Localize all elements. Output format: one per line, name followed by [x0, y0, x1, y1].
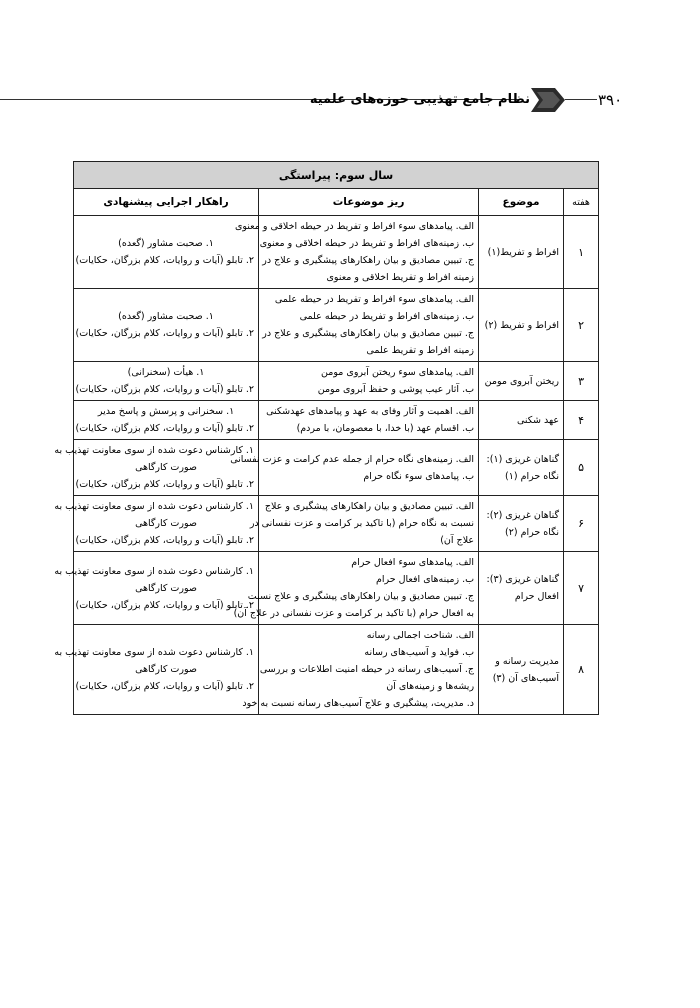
table-row	[74, 401, 599, 440]
week-number: ۶	[564, 496, 599, 552]
solutions-cell	[74, 401, 259, 440]
subtopic-line: زمینه افراط و تفریط علمی	[366, 345, 475, 356]
solution-line: صورت کارگاهی	[135, 664, 197, 675]
subtopics-cell	[249, 496, 479, 552]
column-header-row	[74, 189, 599, 216]
solution-line: ۱. کارشناس دعوت شده از سوی معاونت تهذیب به	[54, 501, 255, 512]
topic-cell	[479, 496, 564, 552]
solutions-cell	[54, 496, 259, 552]
topic-cell	[479, 440, 564, 496]
solution-line: ۲. تابلو (آیات و روایات، کلام بزرگان، حکایات)	[75, 681, 255, 692]
solution-line: ۱. صحبت مشاور (گعده)	[118, 238, 214, 249]
subtopics-cell	[234, 216, 479, 289]
subtopic-line: زمینه افراط و تفریط اخلاقی و معنوی	[326, 272, 475, 283]
subtopics-cell	[233, 552, 479, 625]
year-title-row	[74, 162, 599, 189]
subtopic-line: الف. شناخت اجمالی رسانه	[366, 630, 475, 641]
solution-line: صورت کارگاهی	[135, 462, 197, 473]
topic-line: افراط و تفریط(۱)	[487, 246, 560, 258]
solution-line: ۲. تابلو (آیات و روایات، کلام بزرگان، حکایات)	[75, 255, 255, 266]
table-row	[74, 625, 599, 715]
topic-cell	[479, 289, 564, 362]
topic-line: گناهان غریزی (۳):	[486, 574, 560, 585]
subtopics-cell	[242, 625, 479, 715]
solutions-cell	[54, 552, 259, 625]
subtopics-cell	[259, 401, 479, 440]
topic-line: عهد شکنی	[516, 414, 560, 426]
subtopic-line: ریشه‌ها و زمینه‌های آن	[386, 681, 475, 692]
running-header-title: نظام جامع تهذیبی حوزه‌های علمیه	[309, 92, 530, 107]
subtopic-line: علاج آن)	[440, 535, 475, 546]
subtopic-line: الف. زمینه‌های نگاه حرام از جمله عدم کرامت و عزت نفسانی	[230, 453, 475, 465]
subtopic-line: نسبت به نگاه حرام (با تاکید بر کرامت و عزت نفسانی در	[249, 518, 475, 529]
subtopic-line: الف. پیامدهای سوء افراط و تفریط در حیطه اخلاقی و معنوی	[234, 221, 475, 232]
subtopic-line: ب. فواید و آسیب‌های رسانه	[364, 647, 475, 658]
subtopic-line: الف. اهمیت و آثار وفای به عهد و پیامدهای عهدشکنی	[266, 406, 475, 417]
solution-line: صورت کارگاهی	[135, 582, 197, 594]
subtopic-line: به افعال حرام (با تاکید بر کرامت و عزت نفسانی در علاج آن)	[233, 608, 475, 619]
topic-line: گناهان غریزی (۱):	[486, 453, 560, 465]
solution-line: صورت کارگاهی	[135, 518, 197, 529]
solutions-cell	[54, 440, 259, 496]
subtopics-cell	[259, 289, 479, 362]
subtopics-cell	[259, 362, 479, 401]
solution-line: ۲. تابلو (آیات و روایات، کلام بزرگان، حکایات)	[75, 599, 255, 611]
solution-line: ۲. تابلو (آیات و روایات، کلام بزرگان، حکایات)	[75, 479, 255, 490]
week-number: ۷	[564, 552, 599, 625]
topic-cell	[479, 401, 564, 440]
solutions-cell	[74, 362, 259, 401]
table-row	[74, 362, 599, 401]
week-number: ۵	[564, 440, 599, 496]
subtopics-cell	[230, 440, 479, 496]
solution-line: ۱. کارشناس دعوت شده از سوی معاونت تهذیب به	[54, 445, 255, 456]
subtopic-line: ج. تبیین مصادیق و بیان راهکارهای پیشگیری و علاج نسبت	[247, 591, 475, 602]
topic-line: نگاه حرام (۲)	[505, 526, 560, 538]
solutions-cell	[74, 216, 259, 289]
topic-line: ریختن آبروی مومن	[484, 375, 560, 387]
solution-line: ۲. تابلو (آیات و روایات، کلام بزرگان، حکایات)	[75, 423, 255, 434]
table-row	[74, 216, 599, 289]
solution-line: ۲. تابلو (آیات و روایات، کلام بزرگان، حکایات)	[75, 328, 255, 339]
table-body	[54, 216, 599, 715]
solution-line: ۱. کارشناس دعوت شده از سوی معاونت تهذیب به	[54, 647, 255, 658]
subtopic-line: ب. زمینه‌های افراط و تفریط در حیطه اخلاقی و معنوی	[259, 238, 475, 249]
table-row	[74, 496, 599, 552]
column-header-solutions: راهکار اجرایی پیشنهادی	[74, 189, 259, 216]
header-rule-right	[565, 99, 597, 100]
subtopic-line: الف. پیامدهای سوء افراط و تفریط در حیطه علمی	[274, 294, 475, 305]
table-row	[74, 440, 599, 496]
table-row	[74, 289, 599, 362]
subtopic-line: الف. پیامدهای سوء افعال حرام	[351, 557, 475, 568]
week-number: ۱	[564, 216, 599, 289]
subtopic-line: ج. تبیین مصادیق و بیان راهکارهای پیشگیری و علاج در	[262, 255, 475, 266]
week-number: ۴	[564, 401, 599, 440]
topic-cell	[479, 552, 564, 625]
subtopic-line: ب. زمینه‌های افراط و تفریط در حیطه علمی	[299, 311, 475, 322]
solutions-cell	[54, 625, 259, 715]
week-number: ۳	[564, 362, 599, 401]
topic-cell	[479, 625, 564, 715]
column-header-week: هفته	[564, 189, 599, 216]
week-number: ۲	[564, 289, 599, 362]
solution-line: ۲. تابلو (آیات و روایات، کلام بزرگان، حکایات)	[75, 384, 255, 395]
subtopic-line: ب. اقسام عهد (با خدا، با معصومان، با مردم)	[296, 423, 475, 434]
year-title: سال سوم: پیراستگی	[74, 162, 599, 189]
header-ornament-icon	[525, 86, 569, 114]
column-header-subtopics: ریز موضوعات	[259, 189, 479, 216]
subtopic-line: د. مدیریت، پیشگیری و علاج آسیب‌های رسانه نسبت به خود	[242, 698, 475, 709]
subtopic-line: الف. پیامدهای سوء ریختن آبروی مومن	[321, 367, 475, 378]
topic-line: افعال حرام	[514, 591, 560, 602]
topic-line: آسیب‌های آن (۳)	[492, 672, 560, 684]
table-row	[74, 552, 599, 625]
subtopic-line: ج. آسیب‌های رسانه در حیطه امنیت اطلاعات و بررسی	[259, 664, 475, 675]
topic-line: نگاه حرام (۱)	[505, 470, 560, 482]
solution-line: ۱. کارشناس دعوت شده از سوی معاونت تهذیب به	[54, 565, 255, 577]
topic-line: گناهان غریزی (۲):	[486, 509, 560, 521]
solution-line: ۱. سخنرانی و پرسش و پاسخ مدیر	[97, 406, 235, 417]
subtopic-line: الف. تبیین مصادیق و بیان راهکارهای پیشگیری و علاج	[264, 501, 475, 512]
subtopic-line: ب. زمینه‌های افعال حرام	[375, 574, 475, 585]
subtopic-line: ج. تبیین مصادیق و بیان راهکارهای پیشگیری و علاج در	[262, 328, 475, 339]
topic-line: مدیریت رسانه و	[495, 655, 560, 667]
subtopic-line: ب. پیامدهای سوء نگاه حرام	[363, 470, 475, 482]
page-number: ۳۹۰	[598, 91, 623, 109]
column-header-topic: موضوع	[479, 189, 564, 216]
solution-line: ۲. تابلو (آیات و روایات، کلام بزرگان، حکایات)	[75, 535, 255, 546]
topic-cell	[479, 216, 564, 289]
topic-line: افراط و تفریط (۲)	[484, 319, 560, 331]
week-number: ۸	[564, 625, 599, 715]
weekly-plan-table	[54, 161, 599, 715]
subtopic-line: ب. آثار عیب پوشی و حفظ آبروی مومن	[317, 384, 475, 395]
topic-cell	[479, 362, 564, 401]
solutions-cell	[74, 289, 259, 362]
solution-line: ۱. هیأت (سخنرانی)	[127, 367, 205, 378]
solution-line: ۱. صحبت مشاور (گعده)	[118, 311, 214, 322]
